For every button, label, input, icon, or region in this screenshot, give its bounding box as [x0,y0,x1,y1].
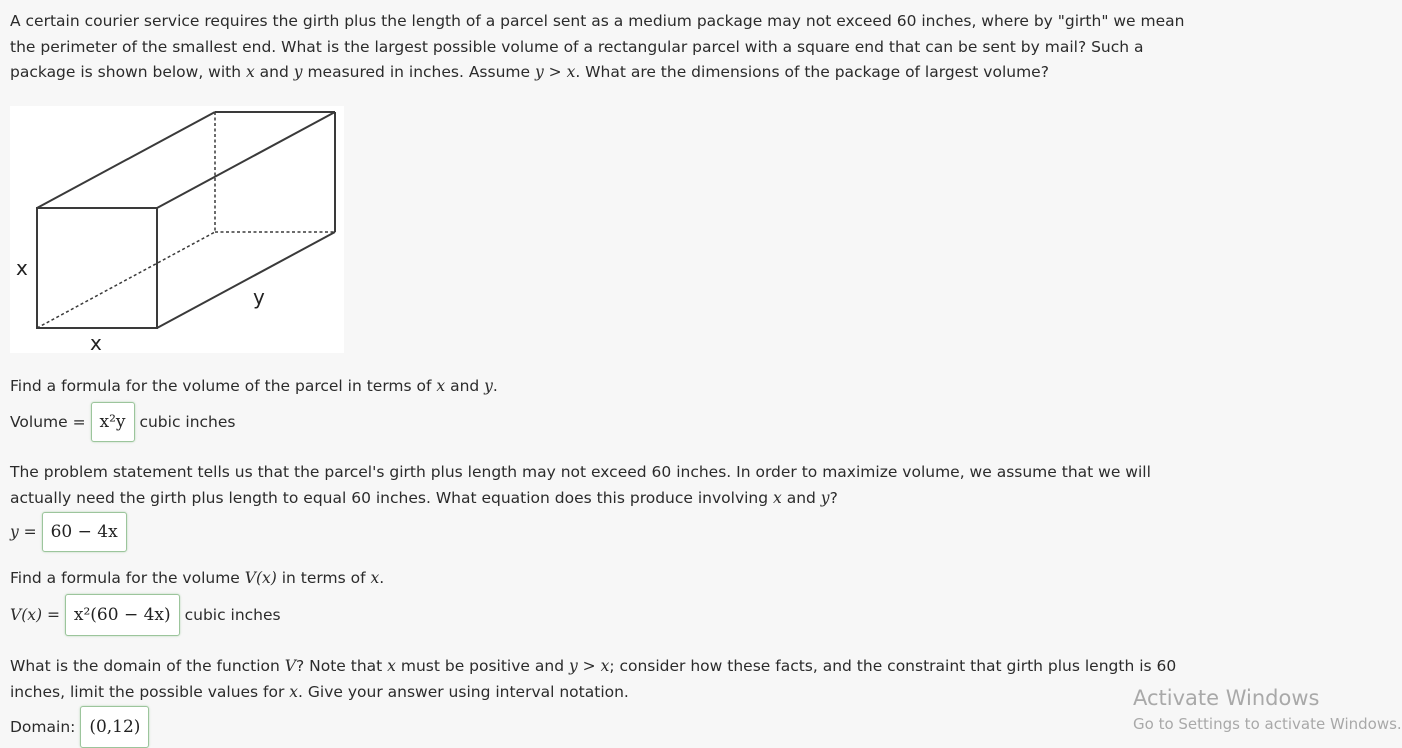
q1-answer-row [10,402,235,442]
volume-label: Volume = [10,413,86,431]
q3-prompt: Find a formula for the volume V(x) in terms of x. [10,569,385,587]
v-of-x-label: V(x) = [10,606,60,624]
activate-windows-watermark: Activate Windows Go to Settings to activate Windows. [1133,686,1402,733]
volume-answer-box[interactable]: x²y [91,402,135,442]
y-answer-box[interactable]: 60 − 4x [42,512,127,552]
y-equals-label: y = [10,523,37,541]
v-of-x-answer-box[interactable]: x²(60 − 4x) [65,594,180,636]
q3-answer-row [10,594,281,636]
v-of-x-unit: cubic inches [184,606,281,624]
domain-label: Domain: [10,718,76,736]
domain-answer-box[interactable]: (0,12) [80,706,149,748]
problem-statement: A certain courier service requires the girth plus the length of a parcel sent as a medium package may not exceed 60 inches, where by "girth" we mean the perimeter of the smallest end. What is the largest possible volume of a rectangular parcel with a square end that can be sent by mail? Such a package is shown below, with x and y measured in inches. Assume y > x. What are the dimensions of the package of largest volume? [10,12,1185,81]
label-x-side: x [16,256,28,280]
volume-unit: cubic inches [139,413,236,431]
q1-prompt: Find a formula for the volume of the parcel in terms of x and y. [10,377,498,395]
q4-prompt: What is the domain of the function V? Note that x must be positive and y > x; consider how these facts, and the constraint that girth plus length is 60 inches, limit the possible values for x. Give your answer using interval notation. [10,657,1177,701]
parcel-figure [10,106,344,353]
q2-prompt: The problem statement tells us that the parcel's girth plus length may not exceed 60 inches. In order to maximize volume, we assume that we will actually need the girth plus length to equal 60 inches. What equation does this produce involving x and y? [10,463,1151,507]
q2-answer-row [10,512,127,552]
box-diagram [10,106,344,353]
label-x-bottom: x [90,331,102,355]
q4-answer-row [10,706,149,748]
label-y-length: y [253,285,265,309]
